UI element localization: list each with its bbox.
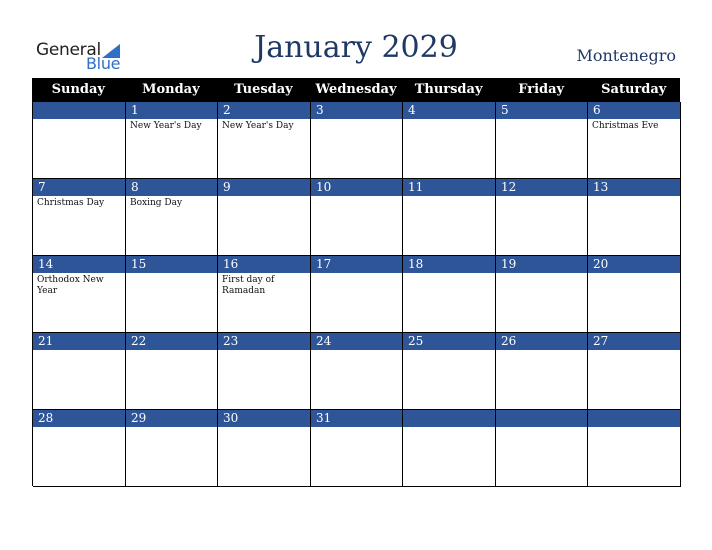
weekday-header: Sunday	[51, 82, 105, 97]
day-cell[interactable]	[588, 333, 681, 410]
day-cell[interactable]	[126, 333, 218, 410]
day-cell[interactable]	[218, 256, 311, 333]
weekday-header-row	[32, 78, 680, 102]
holiday-label	[311, 350, 402, 352]
holiday-label	[33, 119, 125, 121]
day-cell[interactable]	[33, 256, 126, 333]
day-cell[interactable]	[218, 179, 311, 256]
holiday-label	[403, 350, 495, 352]
holiday-label	[33, 350, 125, 352]
calendar-title: January 2029	[254, 30, 458, 65]
day-number: 14	[33, 256, 125, 273]
day-cell[interactable]	[588, 256, 681, 333]
day-cell[interactable]	[311, 333, 403, 410]
day-number: 16	[218, 256, 310, 273]
day-number: 24	[311, 333, 402, 350]
day-number: 15	[126, 256, 217, 273]
day-number	[403, 410, 495, 427]
day-number	[588, 410, 680, 427]
day-number: 6	[588, 102, 680, 119]
holiday-label	[588, 196, 680, 198]
weekday-header: Saturday	[601, 82, 667, 97]
holiday-label	[403, 196, 495, 198]
day-number: 29	[126, 410, 217, 427]
day-cell[interactable]	[33, 410, 126, 487]
day-number: 22	[126, 333, 217, 350]
holiday-label	[403, 427, 495, 429]
day-cell[interactable]	[126, 410, 218, 487]
day-number: 26	[496, 333, 587, 350]
day-cell[interactable]	[588, 410, 681, 487]
week-row	[33, 410, 681, 487]
day-number: 17	[311, 256, 402, 273]
day-number: 11	[403, 179, 495, 196]
day-cell[interactable]	[33, 179, 126, 256]
calendar	[32, 78, 680, 486]
day-cell[interactable]	[33, 333, 126, 410]
holiday-label	[588, 350, 680, 352]
day-number: 8	[126, 179, 217, 196]
holiday-label	[496, 273, 587, 275]
day-cell[interactable]	[588, 179, 681, 256]
day-number	[33, 102, 125, 119]
day-cell[interactable]	[496, 179, 588, 256]
country-label: Montenegro	[576, 46, 676, 65]
week-row	[33, 179, 681, 256]
day-cell[interactable]	[311, 102, 403, 179]
holiday-label: New Year's Day	[222, 121, 294, 131]
holiday-label	[126, 427, 217, 429]
day-number: 23	[218, 333, 310, 350]
holiday-label	[311, 196, 402, 198]
day-number: 10	[311, 179, 402, 196]
day-cell[interactable]	[218, 333, 311, 410]
day-number: 27	[588, 333, 680, 350]
row-divider	[33, 486, 681, 487]
day-number: 13	[588, 179, 680, 196]
day-number: 31	[311, 410, 402, 427]
day-number: 28	[33, 410, 125, 427]
holiday-label	[496, 196, 587, 198]
day-cell[interactable]	[33, 102, 126, 179]
holiday-label	[403, 119, 495, 121]
day-cell[interactable]	[403, 179, 496, 256]
day-number: 18	[403, 256, 495, 273]
holiday-label	[588, 427, 680, 429]
weekday-header: Tuesday	[234, 82, 293, 97]
day-cell[interactable]	[496, 256, 588, 333]
day-cell[interactable]	[496, 102, 588, 179]
day-cell[interactable]	[403, 333, 496, 410]
day-cell[interactable]	[218, 102, 311, 179]
day-cell[interactable]	[403, 256, 496, 333]
holiday-label	[126, 350, 217, 352]
logo-blue-text: Blue	[86, 54, 121, 73]
weekday-header: Thursday	[414, 82, 483, 97]
day-number: 2	[218, 102, 310, 119]
day-cell[interactable]	[218, 410, 311, 487]
day-number: 25	[403, 333, 495, 350]
day-number: 7	[33, 179, 125, 196]
day-cell[interactable]	[126, 256, 218, 333]
holiday-label	[403, 273, 495, 275]
day-cell[interactable]	[588, 102, 681, 179]
day-number	[496, 410, 587, 427]
day-number: 30	[218, 410, 310, 427]
holiday-label	[126, 273, 217, 275]
holiday-label	[311, 119, 402, 121]
week-row	[33, 256, 681, 333]
day-number: 3	[311, 102, 402, 119]
day-cell[interactable]	[496, 410, 588, 487]
holiday-label	[218, 350, 310, 352]
holiday-label: Christmas Day	[37, 198, 105, 208]
day-cell[interactable]	[126, 102, 218, 179]
holiday-label: Christmas Eve	[592, 121, 659, 131]
holiday-label	[311, 427, 402, 429]
holiday-label	[218, 196, 310, 198]
weekday-header: Monday	[142, 82, 200, 97]
day-cell[interactable]	[403, 410, 496, 487]
holiday-label: Orthodox New Year	[37, 275, 104, 296]
holiday-label	[496, 350, 587, 352]
day-number: 20	[588, 256, 680, 273]
calendar-grid	[32, 102, 680, 486]
holiday-label	[218, 427, 310, 429]
week-row	[33, 102, 681, 179]
holiday-label: New Year's Day	[130, 121, 202, 131]
day-cell[interactable]	[496, 333, 588, 410]
day-cell[interactable]	[311, 179, 403, 256]
day-number: 12	[496, 179, 587, 196]
day-number: 1	[126, 102, 217, 119]
weekday-header: Wednesday	[315, 82, 397, 97]
day-number: 5	[496, 102, 587, 119]
holiday-label	[588, 273, 680, 275]
day-cell[interactable]	[403, 102, 496, 179]
holiday-label	[496, 119, 587, 121]
logo-general-text: General	[36, 40, 101, 60]
holiday-label	[33, 427, 125, 429]
holiday-label	[311, 273, 402, 275]
day-number: 19	[496, 256, 587, 273]
holiday-label: First day of Ramadan	[222, 275, 275, 296]
day-number: 9	[218, 179, 310, 196]
day-number: 21	[33, 333, 125, 350]
week-row	[33, 333, 681, 410]
day-cell[interactable]	[126, 179, 218, 256]
holiday-label: Boxing Day	[130, 198, 183, 208]
holiday-label	[496, 427, 587, 429]
day-cell[interactable]	[311, 410, 403, 487]
day-cell[interactable]	[311, 256, 403, 333]
day-number: 4	[403, 102, 495, 119]
weekday-header: Friday	[518, 82, 565, 97]
